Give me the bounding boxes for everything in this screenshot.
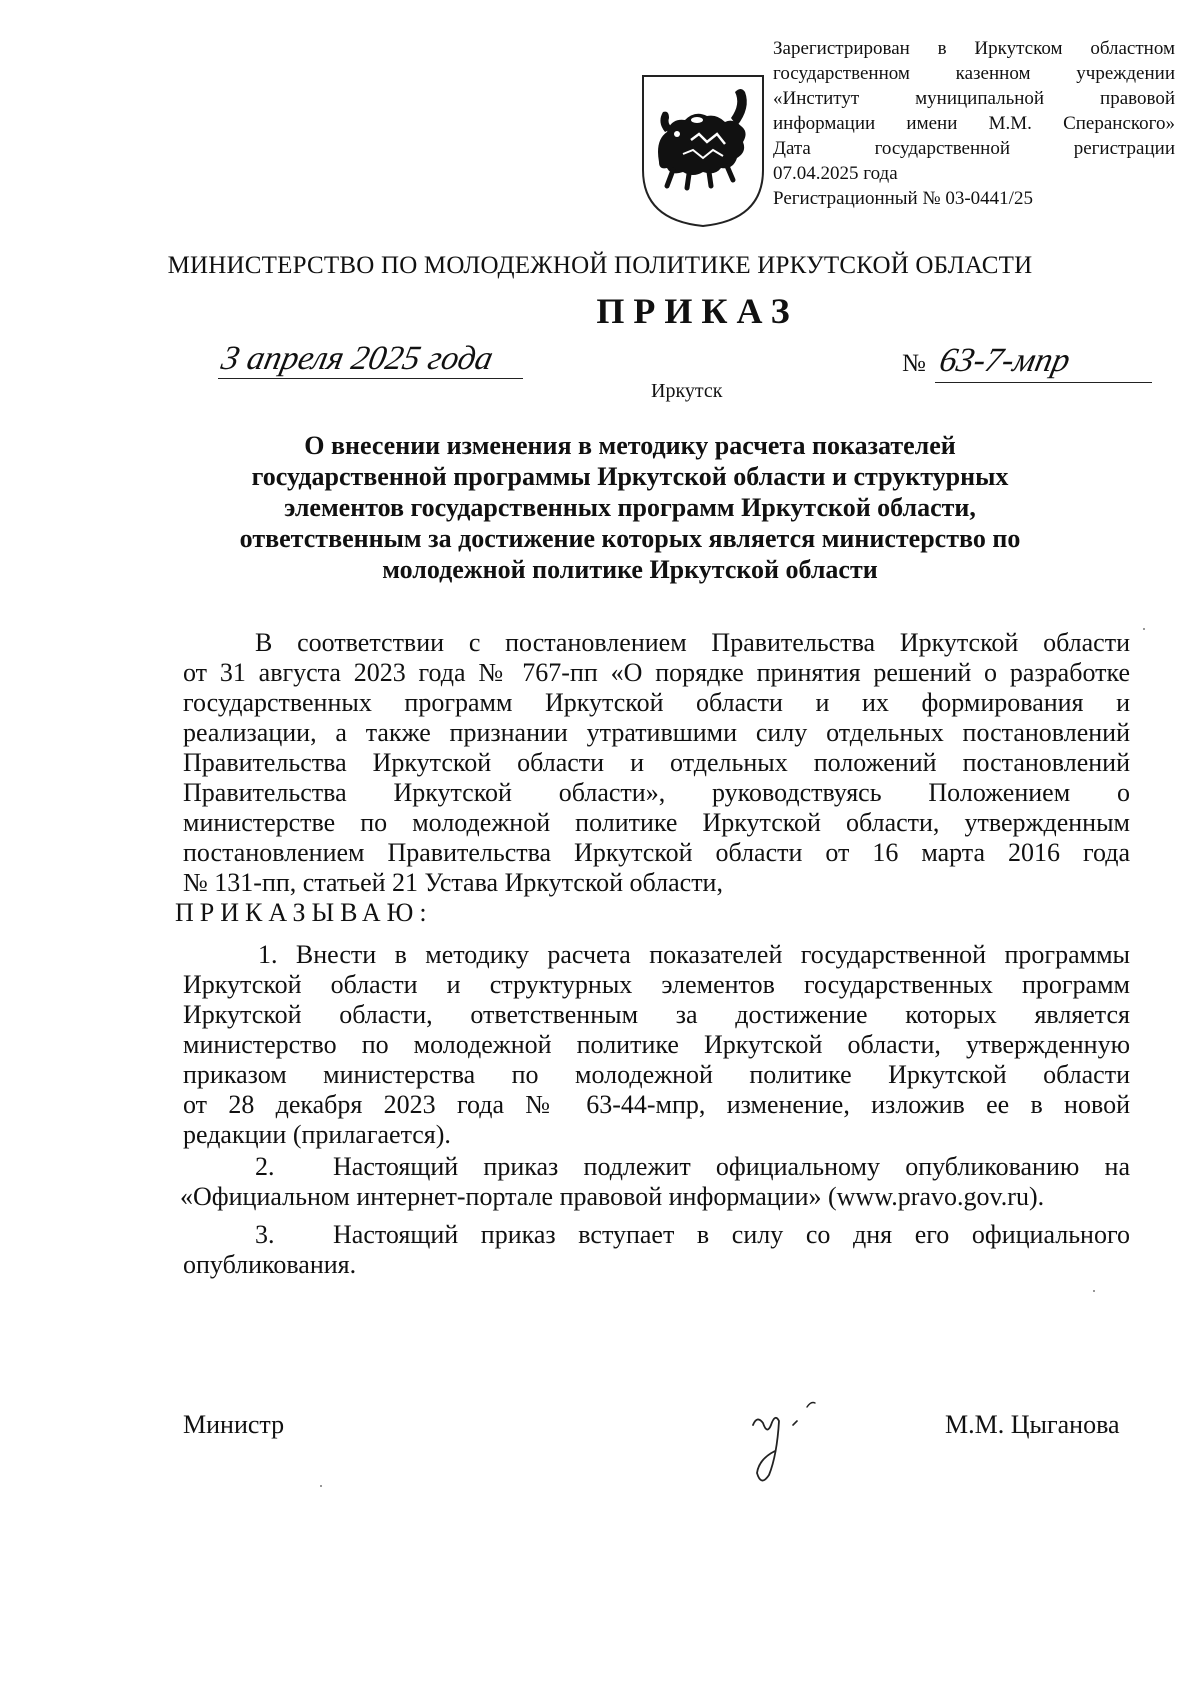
- ministry-name: МИНИСТЕРСТВО ПО МОЛОДЕЖНОЙ ПОЛИТИКЕ ИРКУТСКОЙ ОБЛАСТИ: [167, 252, 1033, 279]
- date-underline: [218, 378, 523, 379]
- preamble-line: министерстве по молодежной политике Иркутской области, утвержденным: [183, 808, 1130, 837]
- item1-line: приказом министерства по молодежной политике Иркутской области: [183, 1060, 1130, 1089]
- item1-line: министерство по молодежной политике Иркутской области, утвержденную: [183, 1030, 1130, 1059]
- number-underline: [935, 382, 1152, 383]
- item3-number: 3.: [255, 1220, 275, 1249]
- preamble-line: Правительства Иркутской области», руководствуясь Положением о: [183, 778, 1130, 807]
- order-verb: ПРИКАЗЫВАЮ:: [175, 898, 433, 927]
- heading-line: молодежной политике Иркутской области: [382, 555, 878, 584]
- item1-line: от 28 декабря 2023 года № 63-44-мпр, изменение, изложив ее в новой: [183, 1090, 1130, 1119]
- number-sign: №: [902, 350, 926, 377]
- registration-line: «Институт муниципальной правовой: [773, 88, 1175, 109]
- preamble-line: государственных программ Иркутской области и их формирования и: [183, 688, 1130, 717]
- preamble-line: Правительства Иркутской области и отдельных положений постановлений: [183, 748, 1130, 777]
- preamble-line: В соответствии с постановлением Правительства Иркутской области: [255, 628, 1130, 657]
- item2-line: «Официальном интернет-портале правовой информации» (www.pravo.gov.ru).: [180, 1182, 1045, 1211]
- item3-line: опубликования.: [183, 1250, 357, 1279]
- registration-stamp: [773, 36, 1175, 211]
- irkutsk-coat-of-arms-icon: [637, 70, 769, 230]
- heading-line: ответственным за достижение которых является министерство по: [239, 524, 1021, 553]
- registration-date: 07.04.2025 года: [773, 163, 898, 184]
- city: Иркутск: [651, 380, 723, 402]
- item2-number: 2.: [255, 1152, 275, 1181]
- preamble-line: от 31 августа 2023 года № 767-пп «О порядке принятия решений о разработке: [183, 658, 1130, 687]
- registration-line: Зарегистрирован в Иркутском областном: [773, 38, 1175, 59]
- document-heading: [230, 430, 1030, 585]
- registration-line: информации имени М.М. Сперанского»: [773, 113, 1175, 134]
- preamble-line: № 131-пп, статьей 21 Устава Иркутской области,: [183, 868, 723, 897]
- item1-line: Иркутской области и структурных элементов государственных программ: [183, 970, 1130, 999]
- heading-line: О внесении изменения в методику расчета показателей: [304, 431, 956, 460]
- item1-line: 1. Внести в методику расчета показателей государственной программы: [258, 940, 1130, 969]
- handwritten-date: 3 апреля 2025 года: [218, 340, 497, 377]
- item3-line: Настоящий приказ вступает в силу со дня его официального: [333, 1220, 1130, 1249]
- item1-line: Иркутской области, ответственным за достижение которых является: [183, 1000, 1130, 1029]
- heading-line: элементов государственных программ Иркутской области,: [284, 493, 976, 522]
- registration-number: Регистрационный № 03-0441/25: [773, 188, 1033, 209]
- item1-line: редакции (прилагается).: [183, 1120, 451, 1149]
- scan-speck: [1093, 1290, 1095, 1292]
- item2-line: Настоящий приказ подлежит официальному опубликованию на: [333, 1152, 1130, 1181]
- preamble-line: постановлением Правительства Иркутской области от 16 марта 2016 года: [183, 838, 1130, 867]
- scan-speck: [320, 1485, 322, 1487]
- order-title: ПРИКАЗ: [596, 291, 799, 331]
- scan-speck: [1143, 628, 1145, 630]
- heading-line: государственной программы Иркутской области и структурных: [251, 462, 1009, 491]
- signer-title: Министр: [183, 1410, 285, 1439]
- handwritten-order-number: 63-7-мпр: [936, 342, 1074, 379]
- signature-mark: [735, 1395, 845, 1485]
- registration-line: государственном казенном учреждении: [773, 63, 1175, 84]
- signer-name: М.М. Цыганова: [945, 1410, 1120, 1439]
- preamble-line: реализации, а также признании утратившими силу отдельных постановлений: [183, 718, 1130, 747]
- registration-line: Дата государственной регистрации: [773, 138, 1175, 159]
